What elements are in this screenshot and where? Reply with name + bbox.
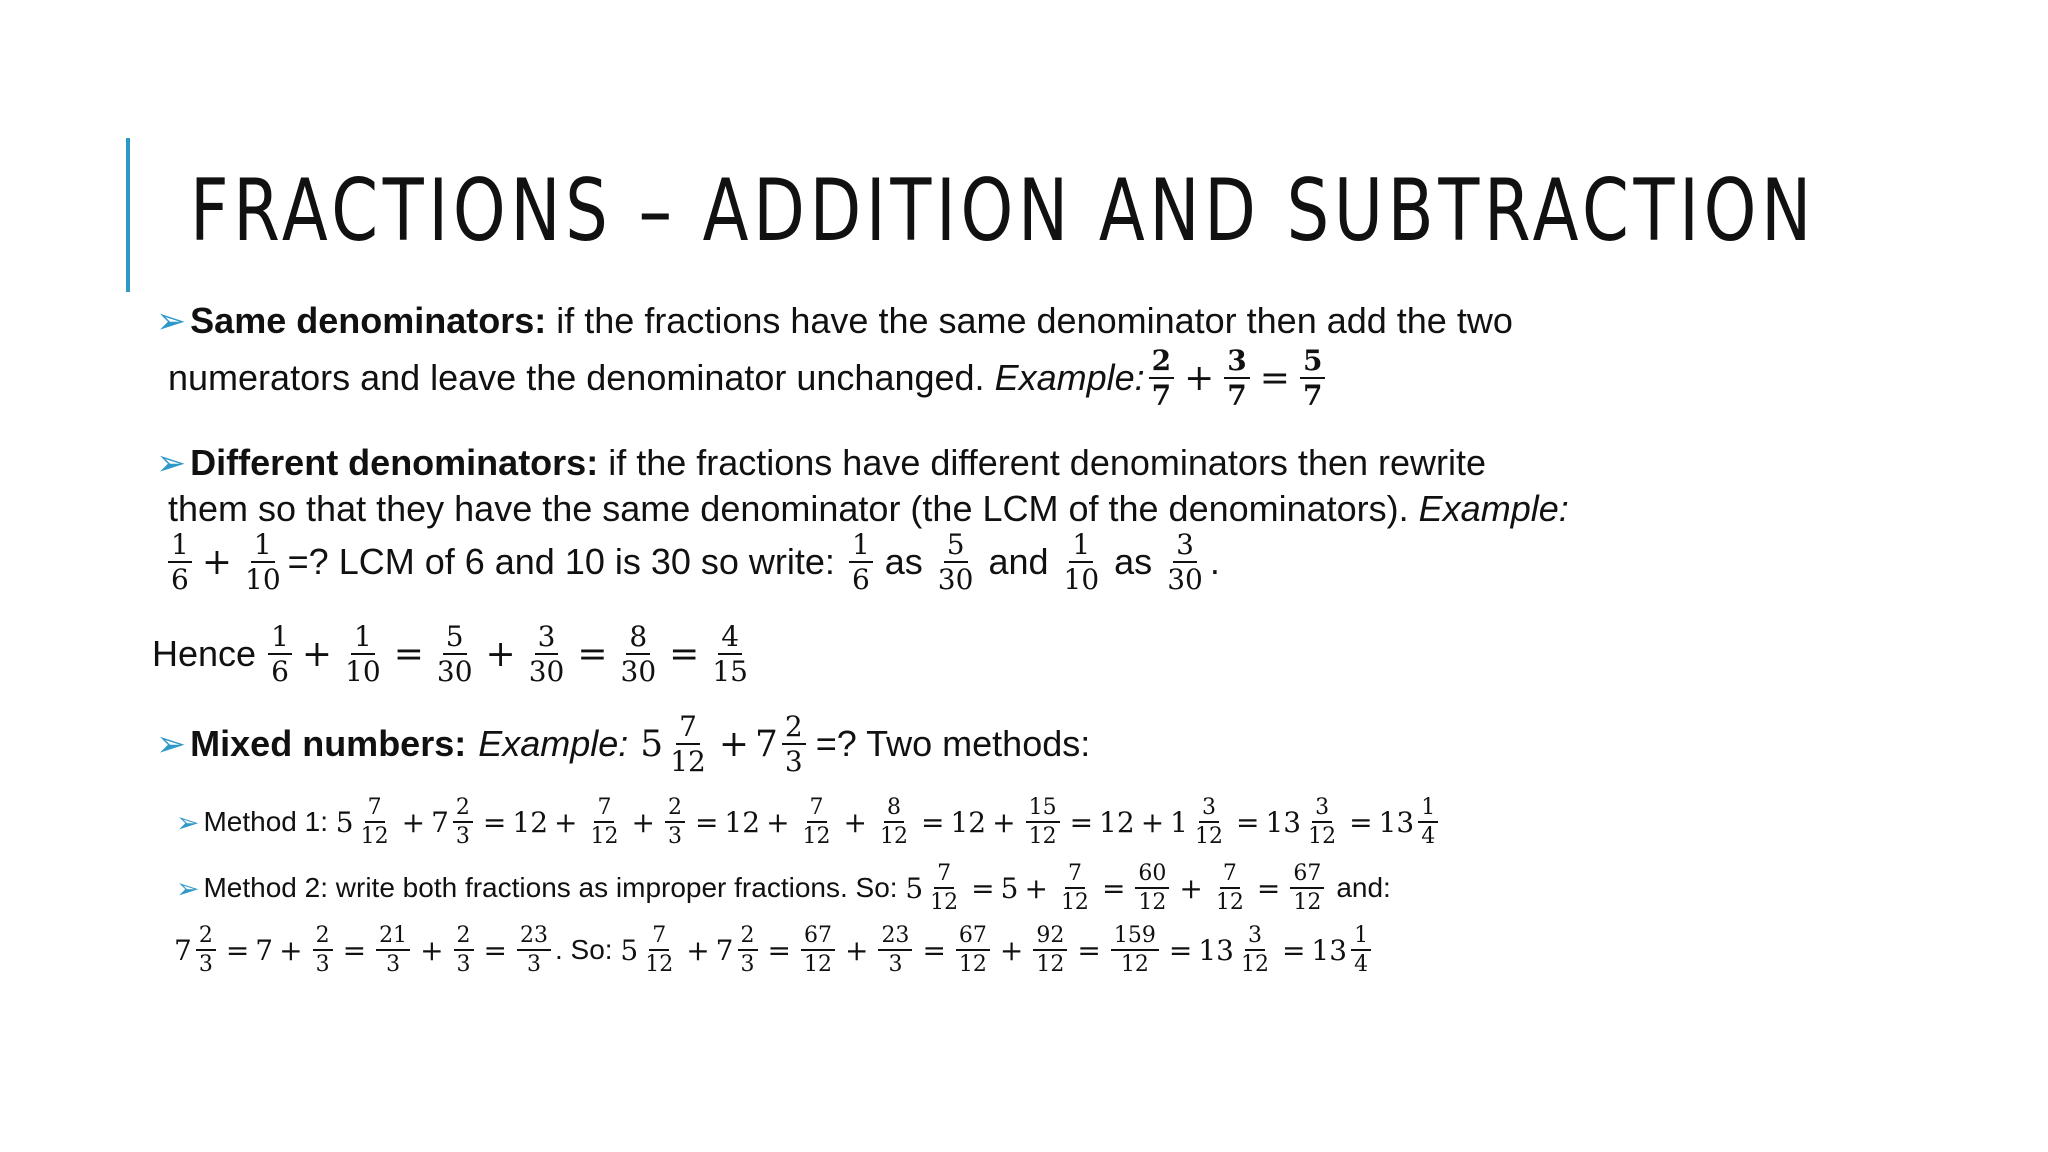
mixed-tail: =? Two methods: [815,723,1091,765]
fraction [642,924,676,976]
denominator: 12 [803,952,832,978]
whole-number: 7 [755,723,778,765]
different-denominators-line3 [164,530,1220,595]
fraction [434,622,476,687]
same-example-label: Example: [994,357,1145,399]
fraction [1305,796,1339,848]
mixed-example-label: Example: [478,723,629,765]
numerator: 2 [313,924,333,951]
equals-sign: = [1077,933,1101,967]
fraction [618,622,660,687]
fraction [1061,530,1103,595]
equals-sign: = [1281,933,1306,967]
numerator: 3 [1245,924,1265,951]
whole-number: 1 [1170,805,1188,839]
bullet-arrow-icon: ➢ [156,442,187,483]
numerator: 1 [1418,796,1438,823]
numerator: 23 [517,924,551,951]
denominator: 12 [930,890,959,916]
number: 12 [512,805,549,839]
numerator: 21 [376,924,410,951]
fraction [1351,924,1371,976]
mixed-heading: Mixed numbers: [190,723,467,765]
fraction [667,712,709,777]
numerator: 7 [807,796,827,823]
whole-number: 7 [431,805,449,839]
fraction [453,796,473,848]
denominator: 12 [1138,890,1167,916]
denominator: 3 [740,952,755,978]
whole-number: 13 [1311,933,1348,967]
fraction [665,796,685,848]
numerator: 1 [1069,530,1093,563]
denominator: 12 [645,952,674,978]
fraction [1238,924,1272,976]
numerator: 2 [454,924,474,951]
fraction [738,924,758,976]
method2-line1 [176,862,1391,914]
equals-sign: = [669,633,700,675]
equals-sign: = [971,871,995,905]
fraction [1224,346,1249,411]
same-text1: if the fractions have the same denominator then add the two [546,300,1513,341]
numerator: 67 [801,924,835,951]
and-word: and: [1336,872,1391,904]
numerator: 1 [351,622,375,655]
different-denominators-line1 [156,442,1486,484]
numerator: 2 [453,796,473,823]
plus-sign: + [1184,357,1215,399]
equals-sign: = [921,805,945,839]
method2-line2 [174,924,1375,976]
number: 12 [724,805,761,839]
numerator: 159 [1111,924,1159,951]
denominator: 4 [1421,824,1436,850]
fraction [268,622,292,687]
whole-number: 5 [905,871,924,905]
denominator: 3 [888,952,903,978]
plus-sign: + [401,805,426,839]
fraction [358,796,392,848]
numerator: 1 [268,622,292,655]
fraction [1300,346,1325,411]
fraction [242,530,284,595]
bullet-arrow-icon: ➢ [156,723,187,765]
numerator: 7 [676,712,700,745]
numerator: 7 [1220,862,1240,889]
fraction [313,924,333,976]
number: 12 [950,805,987,839]
denominator: 12 [590,824,619,850]
same-heading: Same denominators: [190,300,547,341]
plus-sign: + [1024,871,1048,905]
fraction [709,622,751,687]
method1-label: Method 1: [203,806,336,838]
equals-sign: = [577,633,608,675]
equals-sign: = [225,933,250,967]
denominator: 12 [802,824,831,850]
numerator: 3 [1173,530,1197,563]
equals-sign: = [342,933,367,967]
equals-sign: = [1349,805,1373,839]
fraction [1026,796,1060,848]
plus-sign: + [1179,871,1203,905]
equals-sign: = [1256,871,1281,905]
numerator: 5 [443,622,467,655]
denominator: 30 [937,563,974,597]
as-word: as [884,541,923,583]
denominator: 10 [245,563,281,597]
denominator: 3 [455,824,470,850]
plus-sign: + [766,805,790,839]
denominator: 7 [1227,379,1247,413]
equals-sign: = [1259,357,1290,399]
plus-sign: + [1140,805,1165,839]
different-text1: if the fractions have different denominators then rewrite [598,442,1487,483]
fraction [877,796,911,848]
denominator: 3 [315,952,330,978]
plus-sign: + [201,541,232,583]
denominator: 3 [784,745,803,779]
method2-label: Method 2: write both fractions as improper fractions. So: [203,872,906,904]
fraction [1418,796,1438,848]
denominator: 12 [1060,890,1089,916]
slide-title: FRACTIONS – ADDITION AND SUBTRACTION [190,161,1816,261]
numerator: 67 [956,924,990,951]
denominator: 3 [198,952,213,978]
numerator: 1 [168,530,192,563]
denominator: 30 [528,655,565,689]
fraction [1192,796,1226,848]
numerator: 1 [1351,924,1371,951]
equals-sign: = [767,933,791,967]
number: 7 [255,933,274,967]
denominator: 15 [712,655,748,689]
denominator: 30 [1167,563,1203,597]
numerator: 3 [1312,796,1332,823]
fraction [927,862,961,914]
different-denominators-line2 [168,488,1569,530]
denominator: 12 [1194,824,1223,850]
fraction [1033,924,1067,976]
numerator: 7 [594,796,614,823]
fraction [1213,862,1247,914]
denominator: 3 [667,824,682,850]
whole-number: 13 [1265,805,1302,839]
denominator: 12 [670,745,706,779]
denominator: 12 [1120,952,1149,978]
plus-sign: + [843,805,867,839]
plus-sign: + [420,933,444,967]
plus-sign: + [301,633,333,675]
title-accent-bar [126,138,130,292]
denominator: 3 [386,952,401,978]
fraction [1149,346,1174,411]
numerator: 4 [718,622,742,655]
numerator: 7 [649,924,669,951]
plus-sign: + [279,933,303,967]
fraction [849,530,873,595]
numerator: 7 [934,862,954,889]
whole-number: 5 [640,723,664,765]
same-denominators-line1 [156,300,1513,342]
numerator: 92 [1033,924,1067,951]
fraction [196,924,216,976]
equals-sign: = [1235,805,1260,839]
fraction [782,712,806,777]
plus-sign: + [554,805,578,839]
fraction [800,796,834,848]
numerator: 7 [365,796,385,823]
denominator: 12 [1028,824,1057,850]
same-text2: numerators and leave the denominator unchanged. [168,357,995,399]
denominator: 7 [1302,379,1323,413]
plus-sign: + [999,933,1024,967]
denominator: 10 [1063,563,1100,597]
denominator: 12 [1240,952,1269,978]
fraction [801,924,835,976]
numerator: 23 [878,924,912,951]
mixed-numbers-line [156,712,1090,777]
fraction [1058,862,1092,914]
fraction [1290,862,1324,914]
plus-sign: + [631,805,655,839]
plus-sign: + [992,805,1016,839]
fraction [956,924,990,976]
number: 12 [1099,805,1135,839]
denominator: 3 [456,952,471,978]
number: 5 [1000,871,1019,905]
numerator: 67 [1290,862,1324,889]
numerator: 3 [1199,796,1219,823]
different-heading: Different denominators: [190,442,599,483]
whole-number: 13 [1198,933,1234,967]
numerator: 60 [1135,862,1169,889]
equals-sign: = [922,933,946,967]
fraction [517,924,551,976]
numerator: 15 [1026,796,1060,823]
numerator: 3 [535,622,559,655]
whole-number: 5 [335,805,354,839]
numerator: 1 [251,530,275,563]
plus-sign: + [686,933,710,967]
equals-sign: = [694,805,719,839]
numerator: 8 [884,796,904,823]
fraction [935,530,977,595]
different-text2: them so that they have the same denominator (the LCM of the denominators). [168,488,1419,529]
denominator: 12 [958,952,987,978]
so-text: . So: [555,934,621,966]
period: . [1209,541,1220,583]
numerator: 2 [782,712,806,745]
bullet-arrow-icon: ➢ [156,300,187,341]
denominator: 30 [436,655,473,689]
hence-line [152,622,755,687]
fraction [587,796,621,848]
equals-sign: = [1168,933,1193,967]
denominator: 12 [1215,890,1244,916]
denominator: 12 [360,824,389,850]
denominator: 7 [1151,379,1172,413]
numerator: 2 [196,924,216,951]
denominator: 12 [1308,824,1337,850]
equals-sign: = [483,933,507,967]
denominator: 10 [345,655,381,689]
fraction [168,530,192,595]
numerator: 2 [738,924,758,951]
as-word: as [1114,541,1153,583]
denominator: 4 [1354,952,1369,978]
equals-sign: = [1069,805,1094,839]
fraction [1164,530,1206,595]
and-word: and [988,541,1049,583]
plus-sign: + [485,633,516,675]
method1-line [176,796,1442,848]
denominator: 6 [171,563,189,597]
equals-sign: = [482,805,507,839]
fraction [526,622,568,687]
lcm-text: =? LCM of 6 and 10 is 30 so write: [287,541,845,583]
denominator: 3 [527,952,541,978]
plus-sign: + [718,723,750,765]
bullet-arrow-icon: ➢ [176,872,200,904]
fraction [454,924,474,976]
numerator: 2 [1149,346,1174,379]
denominator: 12 [1293,890,1322,916]
numerator: 5 [944,530,968,563]
fraction [1135,862,1169,914]
equals-sign: = [393,633,424,675]
fraction [342,622,384,687]
different-example-label: Example: [1418,488,1569,529]
whole-number: 7 [174,933,192,967]
plus-sign: + [844,933,869,967]
fraction [1111,924,1159,976]
fraction [878,924,912,976]
denominator: 6 [851,563,870,597]
denominator: 12 [1036,952,1065,978]
fraction [376,924,410,976]
whole-number: 7 [715,933,734,967]
numerator: 7 [1065,862,1085,889]
equals-sign: = [1101,871,1126,905]
same-denominators-line2 [168,346,1329,411]
whole-number: 13 [1378,805,1415,839]
numerator: 3 [1224,346,1249,379]
hence-word: Hence [152,633,257,675]
denominator: 30 [620,655,657,689]
numerator: 2 [665,796,685,823]
denominator: 12 [880,824,908,850]
denominator: 6 [271,655,289,689]
numerator: 1 [849,530,873,563]
whole-number: 5 [620,933,639,967]
bullet-arrow-icon: ➢ [176,806,200,838]
numerator: 8 [626,622,650,655]
numerator: 5 [1300,346,1325,379]
